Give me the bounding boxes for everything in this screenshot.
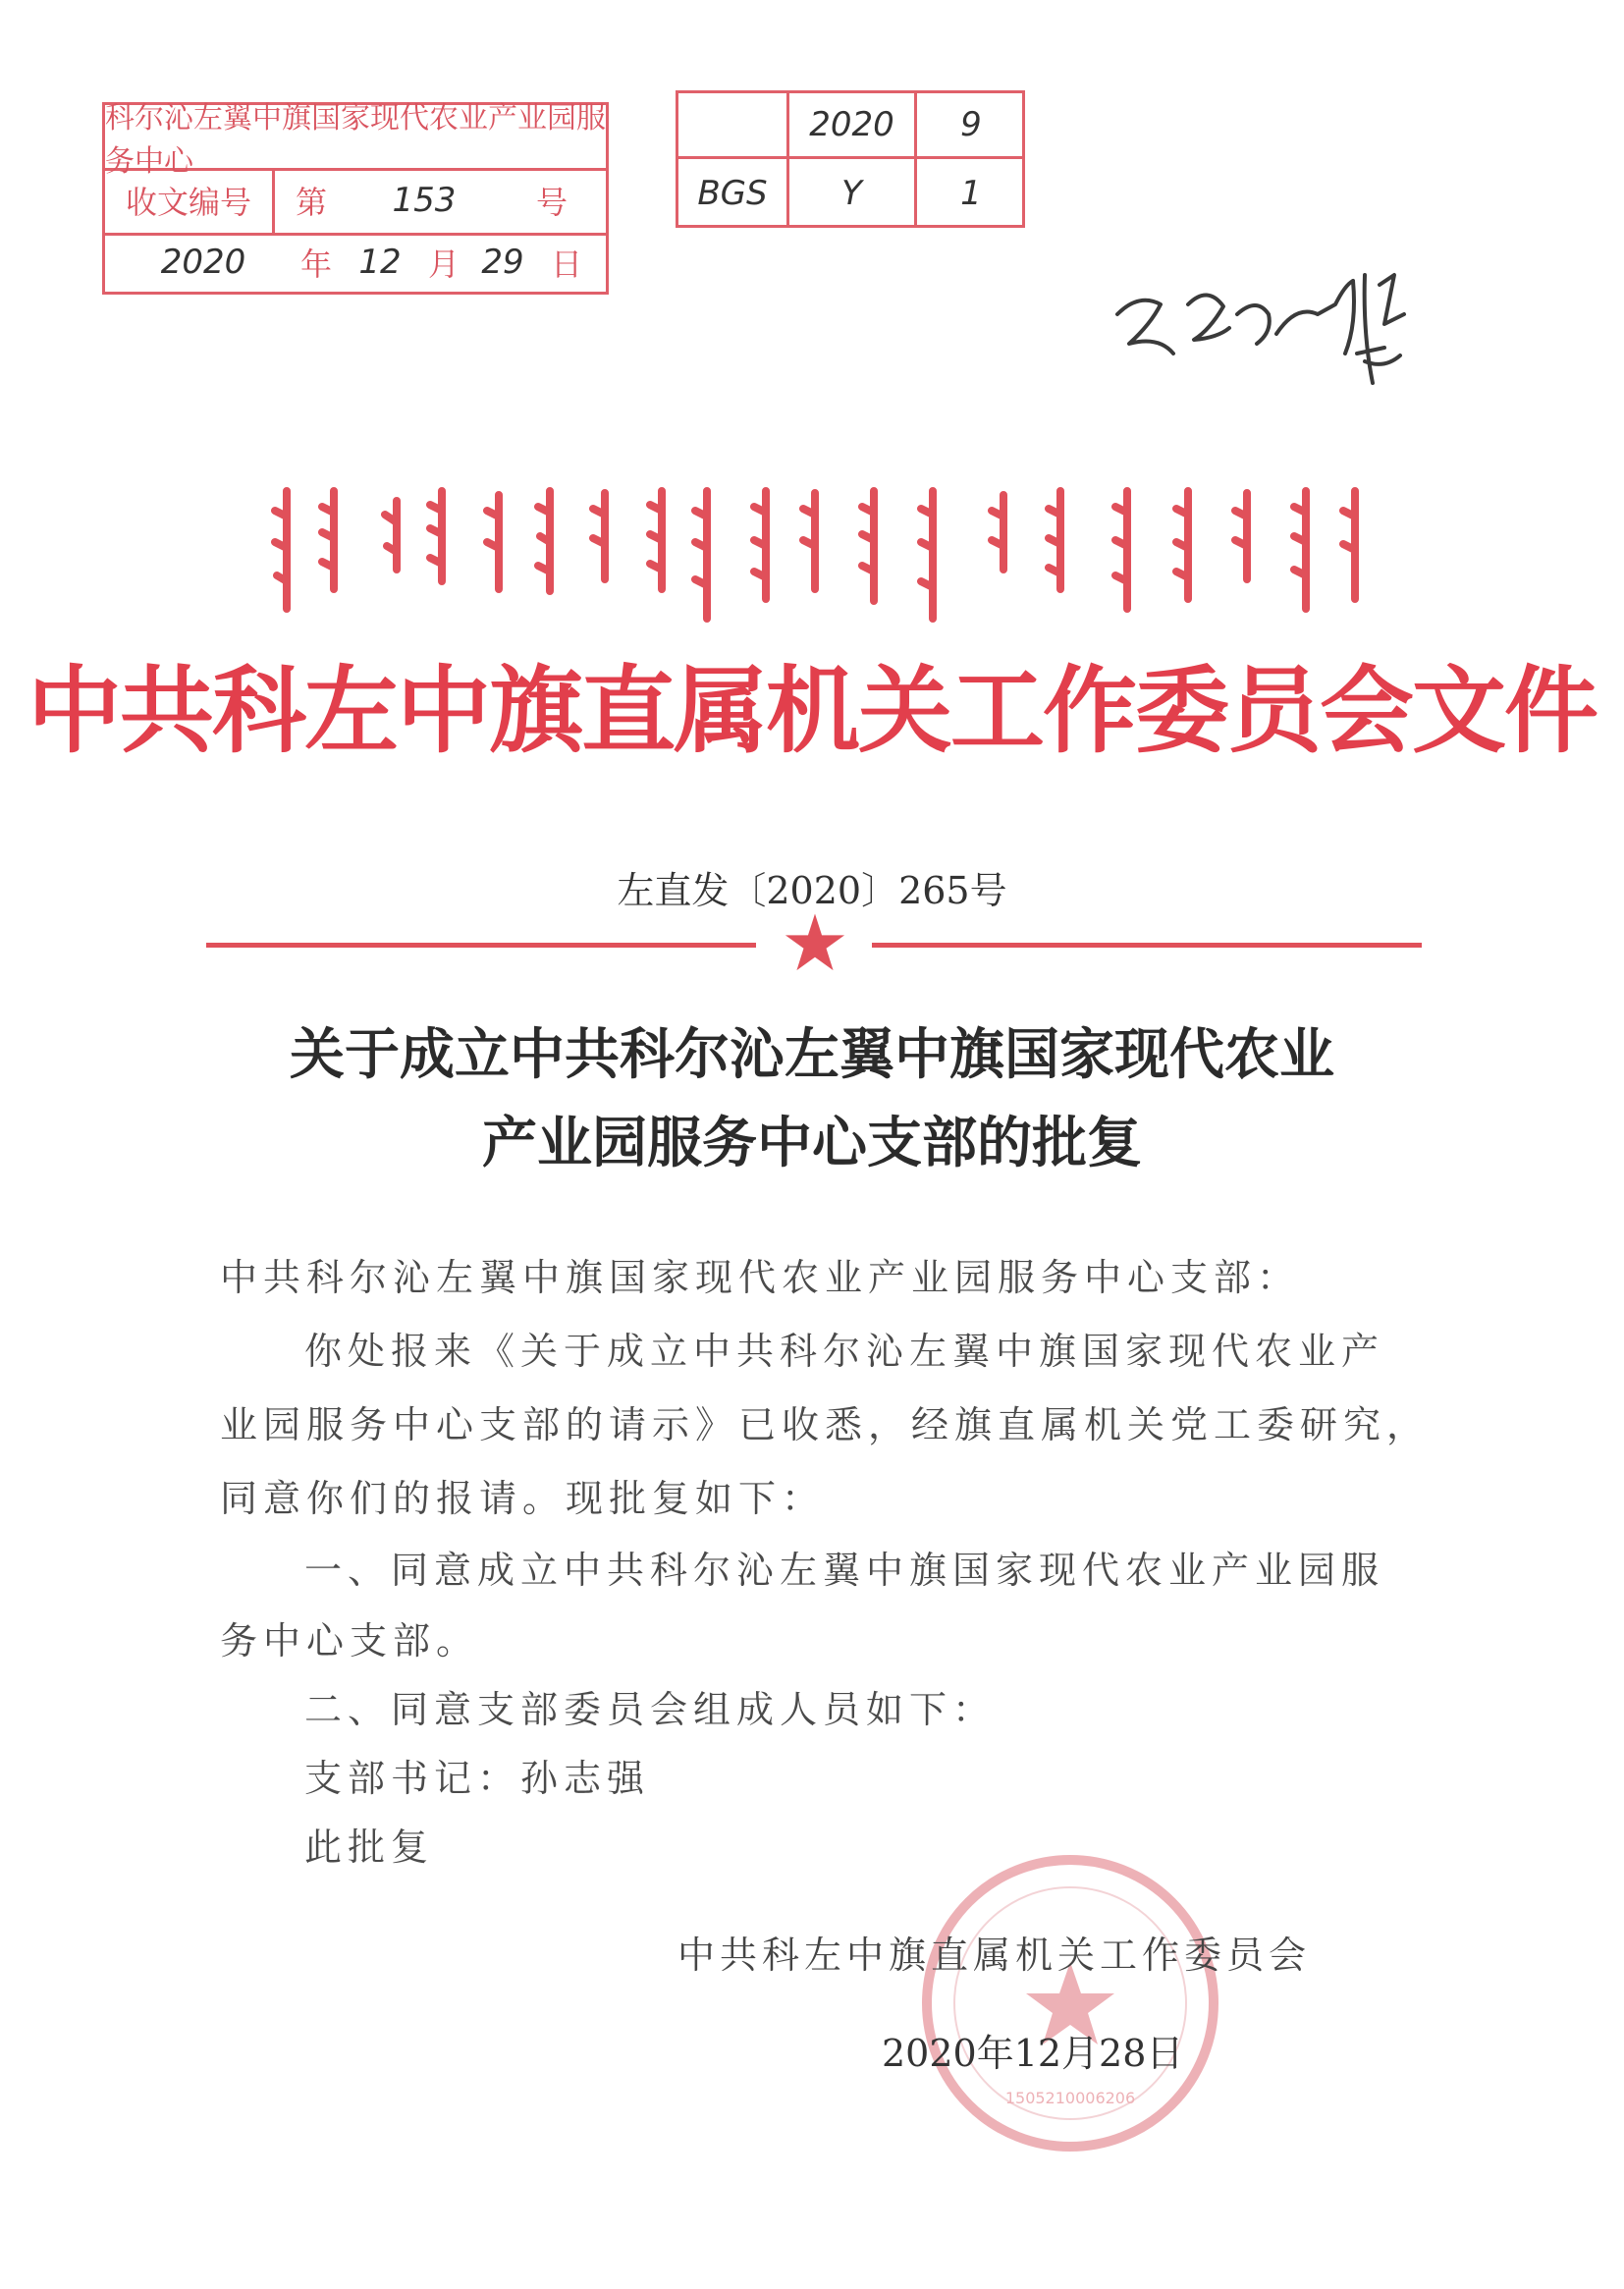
classification-stamp — [676, 90, 1025, 228]
signing-organization: 中共科左中旗直属机关工作委员会 — [677, 1934, 1312, 1977]
headline-line-1: 关于成立中共科尔沁左翼中旗国家现代农业 — [290, 1022, 1334, 1087]
paragraph-4-secretary: 支部书记：孙志强 — [304, 1757, 651, 1800]
paragraph-1-line-3: 同意你们的报请。现批复如下： — [220, 1477, 826, 1520]
paragraph-2-line-2: 务中心支部。 — [220, 1619, 480, 1662]
svg-text:1505210006206: 1505210006206 — [1004, 2089, 1136, 2107]
official-seal — [913, 1846, 1227, 2160]
receipt-stamp-label: 收文编号 — [125, 184, 251, 221]
receipt-stamp-date-row — [105, 233, 606, 292]
red-star-icon — [784, 911, 846, 974]
document-number: 左直发〔2020〕265号 — [617, 869, 1007, 912]
receipt-stamp-ri: 日 — [550, 245, 582, 283]
paragraph-5-closing: 此批复 — [304, 1826, 435, 1869]
paragraph-2-line-1: 一、同意成立中共科尔沁左翼中旗国家现代农业产业园服 — [304, 1549, 1385, 1592]
receipt-stamp — [102, 102, 609, 295]
class-month: 9 — [960, 105, 982, 144]
signing-date: 2020年12月28日 — [882, 2032, 1184, 2075]
red-divider-left — [206, 943, 756, 948]
class-box: Y — [841, 174, 862, 213]
receipt-stamp-yue: 月 — [427, 245, 460, 283]
receipt-stamp-org: 科尔沁左翼中旗国家现代农业产业园服务中心 — [105, 101, 606, 179]
class-code: BGS — [697, 174, 768, 213]
paragraph-3: 二、同意支部委员会组成人员如下： — [304, 1688, 997, 1731]
receipt-stamp-nian: 年 — [299, 245, 332, 283]
class-seq: 1 — [960, 174, 982, 213]
receipt-month: 12 — [358, 243, 402, 282]
receipt-day: 29 — [481, 243, 524, 282]
document-header-title: 中共科左中旗直属机关工作委员会文件 — [27, 655, 1597, 766]
paragraph-1-line-2: 业园服务中心支部的请示》已收悉，经旗直属机关党工委研究， — [220, 1403, 1431, 1446]
handwritten-signature — [1100, 245, 1424, 403]
receipt-number: 153 — [392, 181, 457, 220]
red-divider-right — [872, 943, 1422, 948]
receipt-stamp-org-row — [105, 101, 606, 179]
addressee: 中共科尔沁左翼中旗国家现代农业产业园服务中心支部： — [220, 1256, 1301, 1299]
receipt-year: 2020 — [160, 243, 246, 282]
mongolian-script-header — [265, 471, 1375, 628]
class-year: 2020 — [809, 105, 894, 144]
paragraph-1-line-1: 你处报来《关于成立中共科尔沁左翼中旗国家现代农业产 — [304, 1330, 1385, 1373]
receipt-stamp-number-row — [105, 168, 606, 236]
receipt-stamp-di: 第 — [295, 184, 327, 221]
receipt-stamp-hao: 号 — [535, 184, 568, 221]
headline-line-2: 产业园服务中心支部的批复 — [482, 1111, 1142, 1175]
